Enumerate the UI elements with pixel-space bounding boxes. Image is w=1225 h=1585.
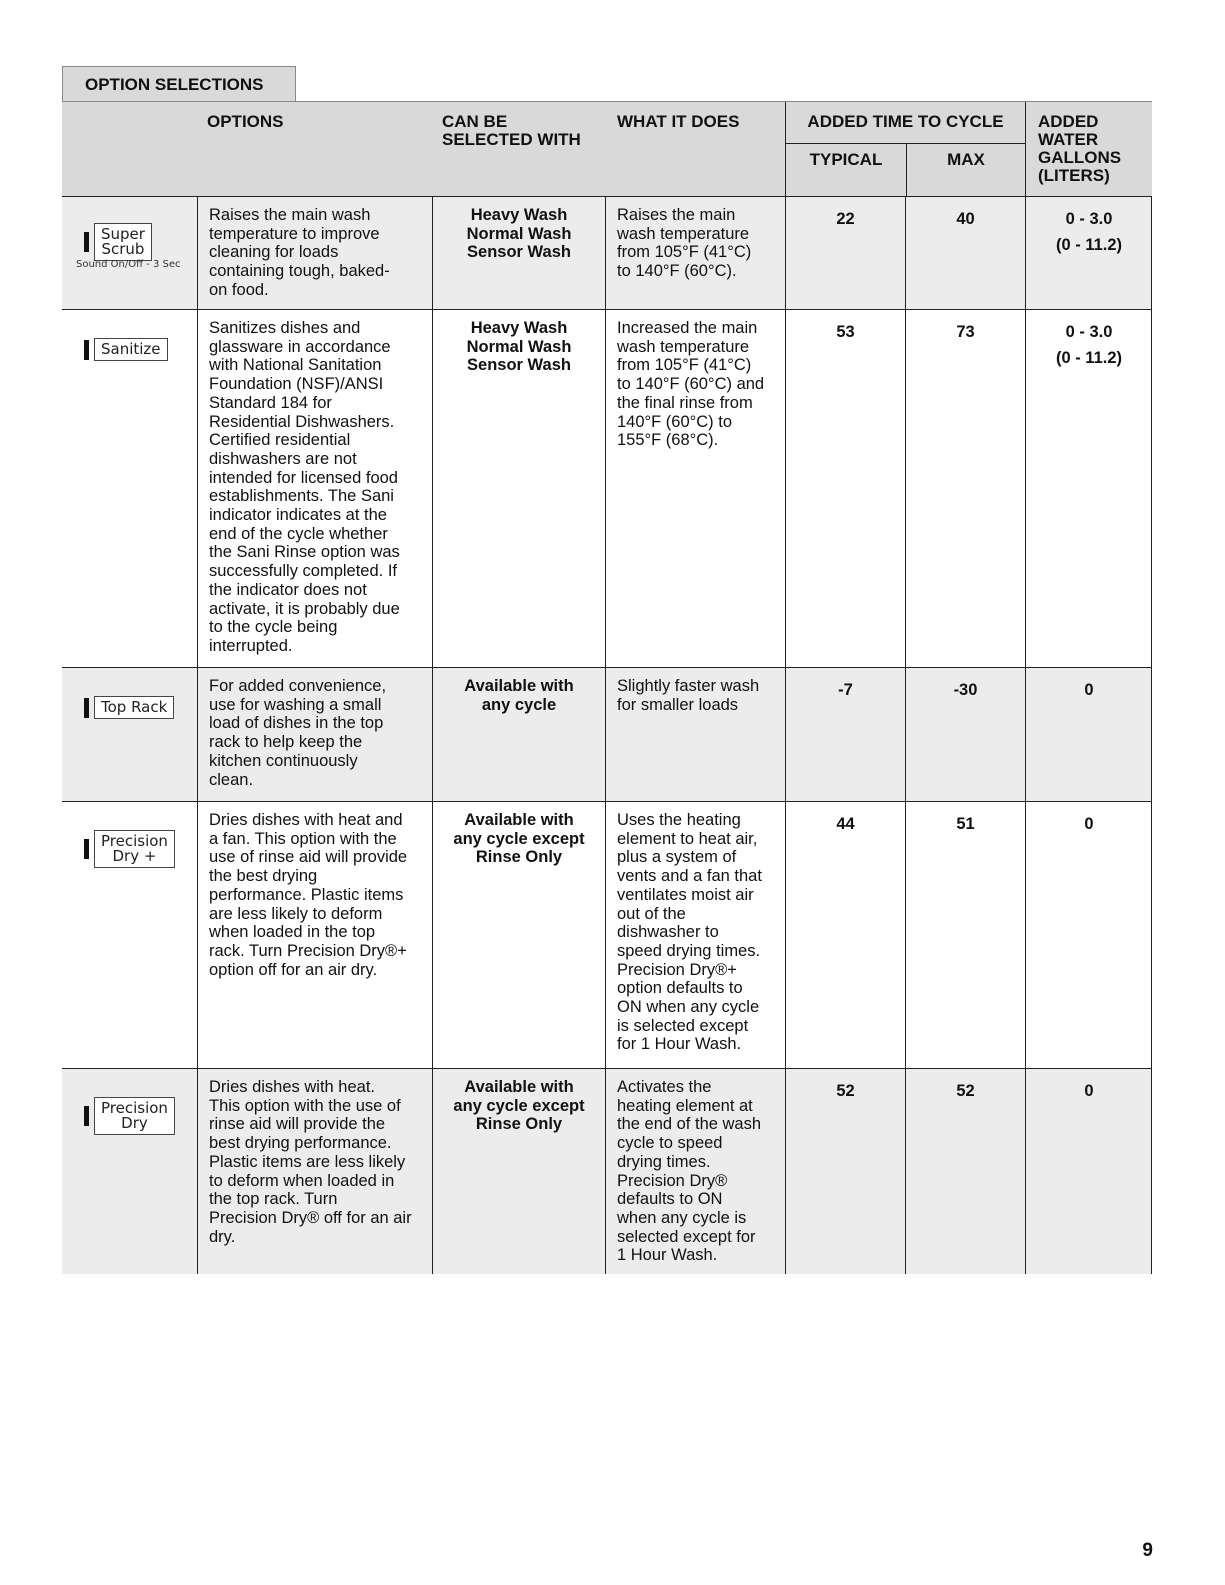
section-title: OPTION SELECTIONS	[62, 66, 296, 102]
added-time-typical: 52	[785, 1069, 905, 1274]
what-it-does: Increased the main wash temperature from 105°F (41°C) to 140°F (60°C) and the final rinse from 140°F (60°C) to 155°F (68°C).	[605, 310, 785, 667]
added-time-max: 52	[905, 1069, 1025, 1274]
added-water: 0 - 3.0 (0 - 11.2)	[1025, 197, 1152, 309]
indicator-light	[84, 340, 89, 360]
added-water: 0	[1025, 802, 1152, 1068]
option-button: Precision Dry	[94, 1097, 175, 1135]
added-time-typical: 53	[785, 310, 905, 667]
added-water: 0	[1025, 1069, 1152, 1274]
selected-with: Heavy Wash Normal Wash Sensor Wash	[432, 310, 605, 667]
header-what-it-does: WHAT IT DOES	[617, 112, 740, 131]
header-added-water: ADDED WATER GALLONS (LITERS)	[1025, 102, 1152, 196]
table-row	[62, 196, 1152, 309]
option-button: Precision Dry +	[94, 830, 175, 868]
header-max: MAX	[947, 150, 985, 169]
option-description: Raises the main wash temperature to improve cleaning for loads containing tough, baked- on food.	[197, 197, 432, 309]
option-description: Dries dishes with heat and a fan. This option with the use of rinse aid will provide the best drying performance. Plastic items are less likely to deform when loaded in the top rack. Turn Precision Dry®+ option off for an air dry.	[197, 802, 432, 1068]
added-time-typical: 22	[785, 197, 905, 309]
header-selected-with: CAN BE SELECTED WITH	[442, 112, 581, 149]
option-control-cell	[62, 310, 197, 667]
header-options: OPTIONS	[207, 112, 284, 131]
added-time-max: 51	[905, 802, 1025, 1068]
selected-with: Available with any cycle	[432, 668, 605, 801]
page-number: 9	[1142, 1540, 1153, 1561]
header-added-time: ADDED TIME TO CYCLE TYPICAL MAX	[785, 102, 1025, 196]
added-time-typical: 44	[785, 802, 905, 1068]
header-typical: TYPICAL	[809, 150, 883, 169]
button-note: Sound On/Off - 3 Sec	[76, 259, 181, 270]
added-time-max: 40	[905, 197, 1025, 309]
table-row	[62, 801, 1152, 1068]
added-water: 0	[1025, 668, 1152, 801]
selected-with: Available with any cycle except Rinse Only	[432, 802, 605, 1068]
what-it-does: Activates the heating element at the end of the wash cycle to speed drying times. Precision Dry® defaults to ON when any cycle is selected except for 1 Hour Wash.	[605, 1069, 785, 1274]
table-header	[62, 101, 1152, 196]
option-control-cell	[62, 802, 197, 1068]
option-control-cell	[62, 668, 197, 801]
table-row	[62, 1068, 1152, 1274]
indicator-light	[84, 698, 89, 718]
option-description: Sanitizes dishes and glassware in accordance with National Sanitation Foundation (NSF)/ANSI Standard 184 for Residential Dishwashers. Certified residential dishwashers are not intended for licensed food establishments. The Sani indicator indicates at the end of the cycle whether the Sani Rinse option was successfully completed. If the indicator does not activate, it is probably due to the cycle being interrupted.	[197, 310, 432, 667]
option-button: Top Rack	[94, 696, 174, 719]
added-time-max: 73	[905, 310, 1025, 667]
option-description: Dries dishes with heat. This option with the use of rinse aid will provide the best drying performance. Plastic items are less likely to deform when loaded in the top rack. Turn Precision Dry® off for an air dry.	[197, 1069, 432, 1274]
option-description: For added convenience, use for washing a small load of dishes in the top rack to help keep the kitchen continuously clean.	[197, 668, 432, 801]
what-it-does: Uses the heating element to heat air, plus a system of vents and a fan that ventilates moist air out of the dishwasher to speed drying times. Precision Dry®+ option defaults to ON when any cycle is selected except for 1 Hour Wash.	[605, 802, 785, 1068]
table-row	[62, 667, 1152, 801]
option-button: Super Scrub	[94, 223, 152, 261]
added-time-typical: -7	[785, 668, 905, 801]
option-selections-table	[62, 101, 1152, 1274]
selected-with: Available with any cycle except Rinse Only	[432, 1069, 605, 1274]
what-it-does: Slightly faster wash for smaller loads	[605, 668, 785, 801]
indicator-light	[84, 232, 89, 252]
table-row	[62, 309, 1152, 667]
added-time-max: -30	[905, 668, 1025, 801]
option-control-cell	[62, 197, 197, 309]
indicator-light	[84, 1106, 89, 1126]
option-button: Sanitize	[94, 338, 168, 361]
selected-with: Heavy Wash Normal Wash Sensor Wash	[432, 197, 605, 309]
indicator-light	[84, 839, 89, 859]
added-water: 0 - 3.0 (0 - 11.2)	[1025, 310, 1152, 667]
option-control-cell	[62, 1069, 197, 1274]
what-it-does: Raises the main wash temperature from 105°F (41°C) to 140°F (60°C).	[605, 197, 785, 309]
